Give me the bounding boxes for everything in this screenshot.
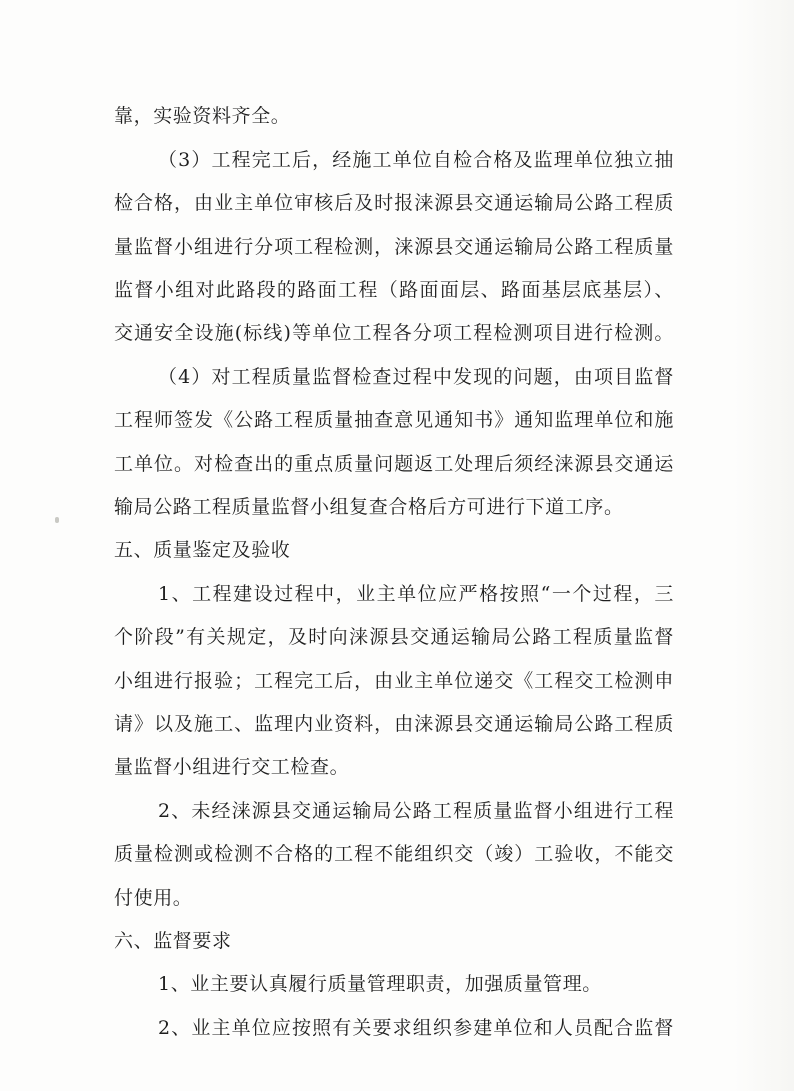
text-line: 工单位。对检查出的重点质量问题返工处理后须经涞源县交通运 xyxy=(114,453,674,475)
text-line: 质量检测或检测不合格的工程不能组织交（竣）工验收，不能交 xyxy=(114,843,674,865)
text-line: 量监督小组进行交工检查。 xyxy=(114,756,350,778)
text-line: 靠，实验资料齐全。 xyxy=(114,105,291,127)
text-line: 请》以及施工、监理内业资料，由涞源县交通运输局公路工程质 xyxy=(114,713,674,735)
text-line: （3）工程完工后，经施工单位自检合格及监理单位独立抽 xyxy=(158,149,674,171)
text-line: 输局公路工程质量监督小组复查合格后方可进行下道工序。 xyxy=(114,496,624,518)
text-line: 量监督小组进行分项工程检测，涞源县交通运输局公路工程质量 xyxy=(114,236,674,258)
text-line: 付使用。 xyxy=(114,887,193,909)
text-line: 1、工程建设过程中，业主单位应严格按照“一个过程，三 xyxy=(158,583,674,605)
text-line: 1、业主要认真履行质量管理职责，加强质量管理。 xyxy=(158,973,602,995)
section-heading: 六、监督要求 xyxy=(114,930,232,952)
text-line: 2、未经涞源县交通运输局公路工程质量监督小组进行工程 xyxy=(158,800,674,822)
section-heading: 五、质量鉴定及验收 xyxy=(114,539,291,561)
text-line: 2、业主单位应按照有关要求组织参建单位和人员配合监督 xyxy=(158,1017,674,1039)
text-line: 个阶段”有关规定，及时向涞源县交通运输局公路工程质量监督 xyxy=(114,626,674,648)
text-line: 交通安全设施(标线)等单位工程各分项工程检测项目进行检测。 xyxy=(114,322,674,344)
scan-speck xyxy=(55,517,59,523)
text-line: （4）对工程质量监督检查过程中发现的问题，由项目监督 xyxy=(158,366,674,388)
text-line: 小组进行报验；工程完工后，由业主单位递交《工程交工检测申 xyxy=(114,670,674,692)
text-line: 检合格，由业主单位审核后及时报涞源县交通运输局公路工程质 xyxy=(114,192,674,214)
text-line: 工程师签发《公路工程质量抽查意见通知书》通知监理单位和施 xyxy=(114,409,674,431)
text-line: 监督小组对此路段的路面工程（路面面层、路面基层底基层）、 xyxy=(114,279,674,301)
